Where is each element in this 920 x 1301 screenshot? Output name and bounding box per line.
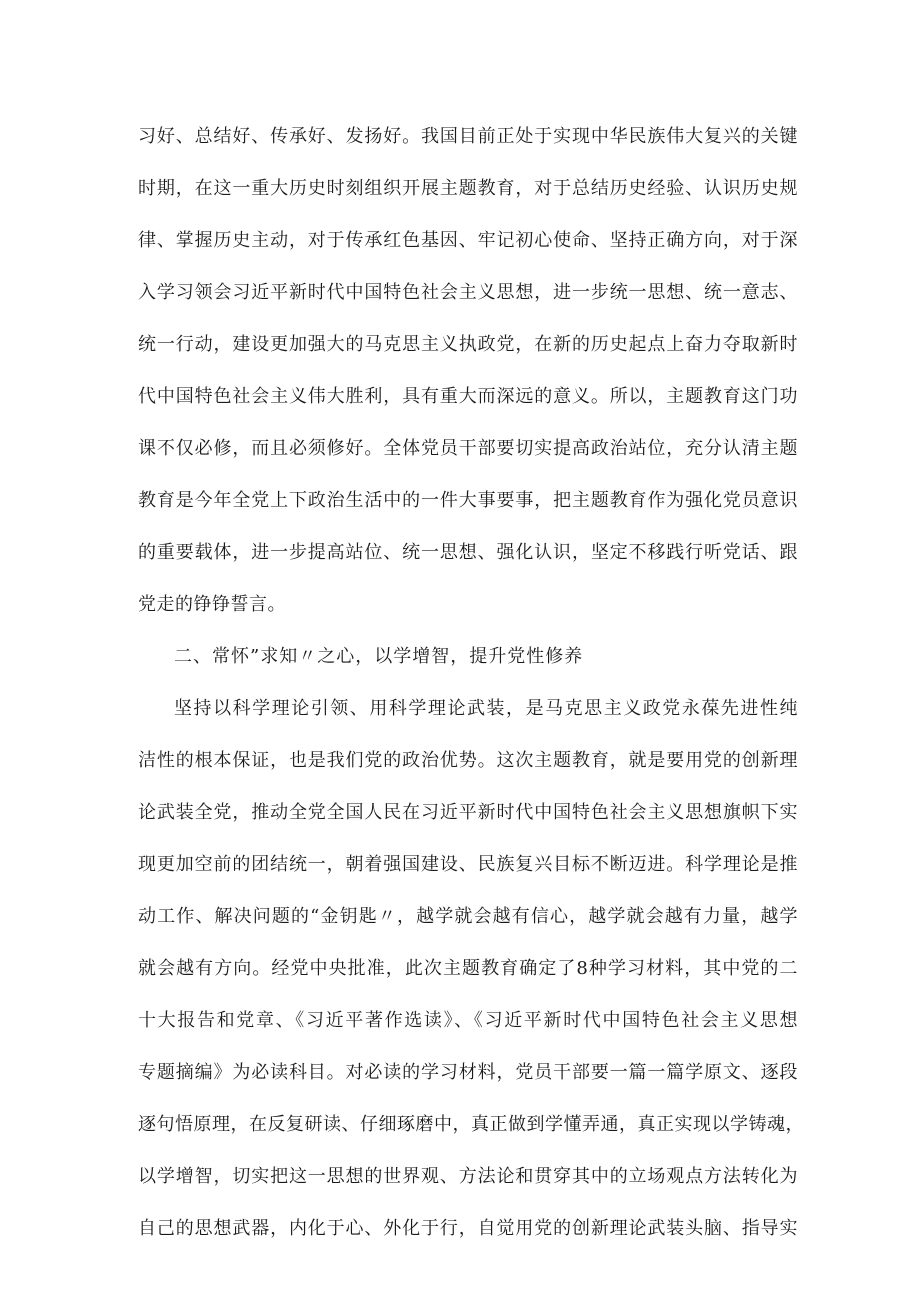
text-line: 党走的铮铮誓言。 [138,594,286,615]
text-line: 律、掌握历史主动，对于传承红色基因、牢记初心使命、坚持正确方向，对于深 [138,230,798,251]
text-line: 习好、总结好、传承好、发扬好。我国目前正处于实现中华民族伟大复兴的关键 [138,126,798,147]
section-heading: 二、常怀”求知〃之心，以学增智，提升党性修养 [174,646,584,667]
text-line: 的重要载体，进一步提高站位、统一思想、强化认识，坚定不移践行听党话、跟 [138,542,798,563]
text-line: 时期，在这一重大历史时刻组织开展主题教育，对于总结历史经验、认识历史规 [138,178,798,199]
text-line: 现更加空前的团结统一，朝着强国建设、民族复兴目标不断迈进。科学理论是推 [138,854,798,875]
text-line: 统一行动，建设更加强大的马克思主义执政党，在新的历史起点上奋力夺取新时 [138,334,798,355]
text-line: 动工作、解决问题的“金钥匙〃，越学就会越有信心，越学就会越有力量，越学 [138,906,798,927]
text-line: 入学习领会习近平新时代中国特色社会主义思想，进一步统一思想、统一意志、 [138,282,798,303]
text-line: 自己的思想武器，内化于心、外化于行，自觉用党的创新理论武装头脑、指导实 [138,1218,798,1239]
text-line: 专题摘编》为必读科目。对必读的学习材料，党员干部要一篇一篇学原文、逐段 [138,1062,798,1083]
text-line: 代中国特色社会主义伟大胜利，具有重大而深远的意义。所以，主题教育这门功 [138,386,798,407]
text-line: 课不仅必修，而且必须修好。全体党员干部要切实提高政治站位，充分认清主题 [138,438,798,459]
text-line: 坚持以科学理论引领、用科学理论武装，是马克思主义政党永葆先进性纯 [174,698,798,719]
text-line: 就会越有方向。经党中央批准，此次主题教育确定了8种学习材料，其中党的二 [138,958,798,979]
text-line: 论武装全党，推动全党全国人民在习近平新时代中国特色社会主义思想旗帜下实 [138,802,798,823]
text-line: 逐句悟原理，在反复研读、仔细琢磨中，真正做到学懂弄通，真正实现以学铸魂， [138,1114,804,1135]
text-line: 十大报告和党章、《习近平著作选读》、《习近平新时代中国特色社会主义思想 [138,1010,798,1031]
text-line: 洁性的根本保证，也是我们党的政治优势。这次主题教育，就是要用党的创新理 [138,750,798,771]
text-line: 以学增智，切实把这一思想的世界观、方法论和贯穿其中的立场观点方法转化为 [138,1166,798,1187]
text-line: 教育是今年全党上下政治生活中的一件大事要事，把主题教育作为强化党员意识 [138,490,798,511]
